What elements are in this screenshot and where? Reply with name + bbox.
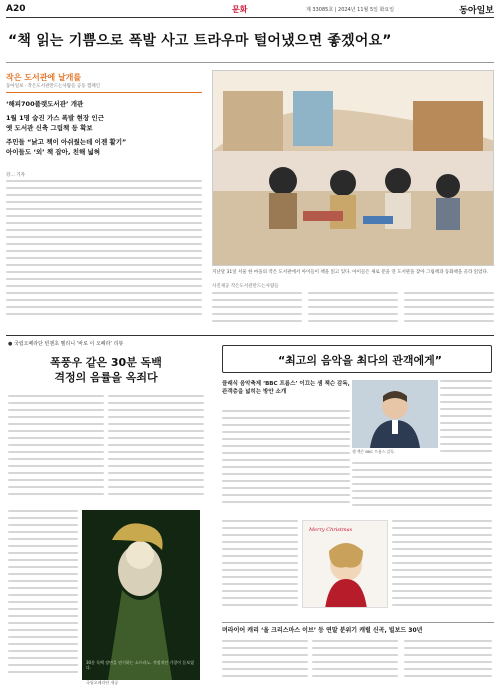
subhead-4: 주민들 “낡고 책이 아쉬웠는데 이젠 활기” xyxy=(6,138,127,146)
music-body-3 xyxy=(440,380,492,460)
paper-logo: 동아일보 xyxy=(459,6,494,16)
music-body-1 xyxy=(222,410,350,510)
issue-info: 제 33085호 | 2024년 11월 5일 화요일 xyxy=(306,7,395,13)
divider xyxy=(6,335,494,336)
photo-credit: 사진제공 작은도서관만드는사람들 xyxy=(212,284,279,289)
masthead xyxy=(6,4,494,18)
bottom-headline: 머라이어 캐리 ‘올 크리스마스 이브’ 등 연말 분위기 캐럴 신곡, 빌보드 30년 xyxy=(222,627,423,634)
review-body-1 xyxy=(8,395,104,505)
bottom-body-3 xyxy=(404,640,492,686)
page-headline: “책 읽는 기쁨으로 폭발 사고 트라우마 털어냈으면 좋겠어요” xyxy=(8,33,392,49)
portrait-caption: 샘 잭슨 BBC 프롬스 감독. xyxy=(352,449,396,454)
library-photo xyxy=(212,70,494,266)
divider xyxy=(222,622,494,623)
divider xyxy=(6,62,494,63)
subhead-5: 아이들도 ‘외’ 책 잡아, 친해 넓혀 xyxy=(6,148,101,156)
section-label: 문화 xyxy=(232,5,248,14)
album-cover xyxy=(302,520,388,608)
review-body-3 xyxy=(8,510,78,685)
music-lead: 클래식 음악축제 ‘BBC 프롬스’ 이끄는 샘 잭슨 감독, 관객층을 넓히는 방안 소개 xyxy=(222,381,350,395)
bottom-body-2 xyxy=(312,640,398,686)
music-body-5 xyxy=(392,520,492,616)
page-number: A20 xyxy=(6,4,26,14)
bottom-body-1 xyxy=(222,640,308,686)
subhead-1: ‘해피700플랫도서관’ 개관 xyxy=(6,100,84,108)
article-body-1 xyxy=(6,180,202,328)
review-body-2 xyxy=(108,395,204,505)
music-body-2 xyxy=(352,462,492,514)
reporter-line: 동아일보 · 작은도서관만드는사람들 공동 캠페인 xyxy=(6,84,101,89)
opera-caption: 30분 독백 장면을 연기하는 소프라노. 격정적인 가창이 돋보였다. xyxy=(86,660,194,670)
opera-photo xyxy=(82,510,200,680)
opera-credit: 국립오페라단 제공 xyxy=(86,680,119,685)
review-headline xyxy=(8,355,204,385)
divider xyxy=(6,92,202,93)
series-tag: 작은 도서관에 날개를 xyxy=(6,73,82,82)
photo-caption: 지난달 31일 서울 한 마을의 작은 도서관에서 아이들이 책을 읽고 있다. 아이들은 새로 문을 연 도서관을 찾아 그림책과 동화책을 골라 읽었다. xyxy=(212,270,489,275)
article-body-3 xyxy=(308,292,398,332)
album-title: Merry Christmas xyxy=(309,527,353,533)
review-headline-line1: 폭풍우 같은 30분 독백 xyxy=(50,356,162,369)
review-headline-line2: 격정의 음률을 옥죄다 xyxy=(54,371,158,384)
subhead-3: 옛 도서관 신축 그림책 등 확보 xyxy=(6,124,93,132)
article-body-2 xyxy=(212,292,302,332)
article-body-4 xyxy=(404,292,494,332)
portrait-photo xyxy=(352,380,438,448)
byline: 강… 기자 xyxy=(6,173,25,178)
subhead-2: 1월 1명 숨진 가스 폭발 현장 인근 xyxy=(6,114,104,122)
music-headline: “최고의 음악을 최다의 관객에게” xyxy=(277,354,443,367)
review-tag: ● 국립오페라단 빈첸초 벨리니 ‘바로 이 오페라’ 리뷰 xyxy=(8,341,124,347)
music-body-4 xyxy=(222,520,298,616)
